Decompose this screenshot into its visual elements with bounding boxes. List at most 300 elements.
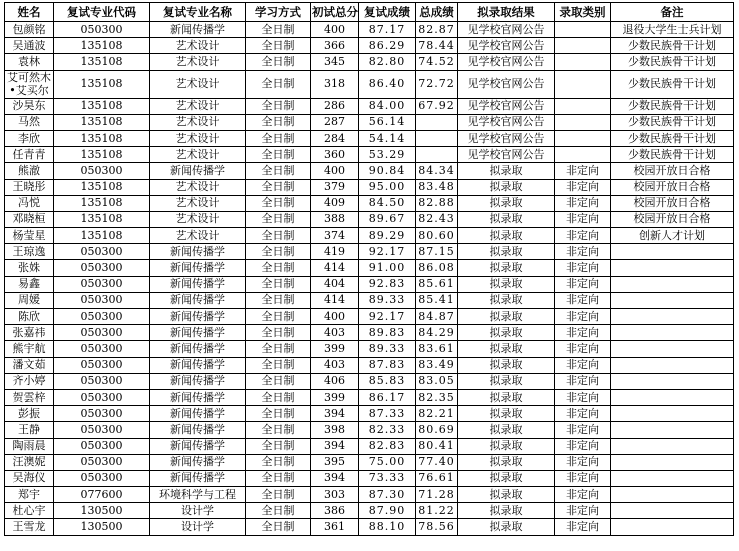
cell-name: 张姝	[5, 260, 54, 276]
cell-study-mode: 全日制	[246, 309, 311, 325]
cell-remark: 少数民族骨干计划	[611, 98, 734, 114]
cell-name: 易鑫	[5, 276, 54, 292]
header-name: 姓名	[5, 3, 54, 22]
cell-name: 王晓彤	[5, 179, 54, 195]
cell-name: 王雪龙	[5, 519, 54, 535]
table-row	[5, 114, 734, 130]
cell-initial-score: 403	[311, 357, 359, 373]
cell-study-mode: 全日制	[246, 373, 311, 389]
cell-major-name: 新闻传播学	[150, 276, 246, 292]
cell-retest-score: 89.29	[359, 228, 416, 244]
cell-retest-score: 89.33	[359, 341, 416, 357]
cell-admission-result: 见学校官网公告	[458, 70, 555, 98]
cell-study-mode: 全日制	[246, 163, 311, 179]
cell-study-mode: 全日制	[246, 503, 311, 519]
table-row	[5, 357, 734, 373]
table-row	[5, 373, 734, 389]
cell-total-score: 83.49	[416, 357, 458, 373]
cell-name: 潘文茹	[5, 357, 54, 373]
header-study-mode: 学习方式	[246, 3, 311, 22]
cell-retest-score: 86.40	[359, 70, 416, 98]
cell-retest-score: 87.33	[359, 406, 416, 422]
cell-major-name: 新闻传播学	[150, 309, 246, 325]
cell-admission-result: 拟录取	[458, 325, 555, 341]
cell-remark: 少数民族骨干计划	[611, 147, 734, 163]
cell-name: 熊澈	[5, 163, 54, 179]
admission-table	[4, 2, 734, 536]
cell-study-mode: 全日制	[246, 38, 311, 54]
cell-major-name: 艺术设计	[150, 38, 246, 54]
cell-admission-result: 见学校官网公告	[458, 130, 555, 146]
cell-retest-score: 92.17	[359, 244, 416, 260]
cell-retest-score: 89.67	[359, 211, 416, 227]
cell-major-name: 艺术设计	[150, 147, 246, 163]
cell-initial-score: 394	[311, 406, 359, 422]
cell-name: 陈欣	[5, 309, 54, 325]
cell-major-code: 135108	[54, 211, 150, 227]
cell-remark	[611, 519, 734, 535]
table-body	[5, 22, 734, 536]
cell-major-code: 050300	[54, 292, 150, 308]
cell-study-mode: 全日制	[246, 22, 311, 38]
cell-major-name: 新闻传播学	[150, 389, 246, 405]
cell-major-name: 新闻传播学	[150, 260, 246, 276]
cell-study-mode: 全日制	[246, 179, 311, 195]
cell-total-score: 87.15	[416, 244, 458, 260]
cell-study-mode: 全日制	[246, 147, 311, 163]
cell-admission-result: 见学校官网公告	[458, 147, 555, 163]
cell-initial-score: 406	[311, 373, 359, 389]
cell-remark: 少数民族骨干计划	[611, 54, 734, 70]
cell-major-name: 新闻传播学	[150, 406, 246, 422]
cell-admission-type	[555, 38, 611, 54]
cell-total-score: 80.60	[416, 228, 458, 244]
cell-retest-score: 85.83	[359, 373, 416, 389]
cell-major-code: 135108	[54, 70, 150, 98]
cell-admission-result: 拟录取	[458, 260, 555, 276]
cell-major-name: 艺术设计	[150, 211, 246, 227]
cell-retest-score: 86.17	[359, 389, 416, 405]
table-row	[5, 422, 734, 438]
table-row	[5, 470, 734, 486]
cell-retest-score: 54.14	[359, 130, 416, 146]
cell-remark	[611, 373, 734, 389]
table-row	[5, 438, 734, 454]
cell-major-code: 050300	[54, 454, 150, 470]
cell-major-code: 135108	[54, 147, 150, 163]
cell-study-mode: 全日制	[246, 454, 311, 470]
cell-admission-result: 拟录取	[458, 503, 555, 519]
cell-major-name: 新闻传播学	[150, 341, 246, 357]
cell-admission-result: 拟录取	[458, 389, 555, 405]
cell-total-score: 84.87	[416, 309, 458, 325]
cell-admission-type: 非定向	[555, 195, 611, 211]
cell-initial-score: 386	[311, 503, 359, 519]
table-header	[5, 3, 734, 22]
table-row	[5, 309, 734, 325]
cell-admission-type: 非定向	[555, 325, 611, 341]
cell-major-code: 135108	[54, 98, 150, 114]
cell-major-code: 050300	[54, 406, 150, 422]
cell-total-score: 80.41	[416, 438, 458, 454]
admission-sheet	[4, 2, 733, 536]
cell-initial-score: 394	[311, 470, 359, 486]
cell-total-score: 76.61	[416, 470, 458, 486]
cell-initial-score: 379	[311, 179, 359, 195]
cell-major-name: 艺术设计	[150, 54, 246, 70]
cell-name: 沙昊东	[5, 98, 54, 114]
cell-major-code: 050300	[54, 163, 150, 179]
cell-study-mode: 全日制	[246, 211, 311, 227]
cell-remark: 少数民族骨干计划	[611, 130, 734, 146]
cell-admission-result: 拟录取	[458, 406, 555, 422]
cell-name: 艾可然木•艾买尔	[5, 70, 54, 98]
cell-admission-type	[555, 70, 611, 98]
cell-study-mode: 全日制	[246, 292, 311, 308]
table-row	[5, 260, 734, 276]
cell-major-code: 050300	[54, 438, 150, 454]
cell-initial-score: 374	[311, 228, 359, 244]
header-admission-result: 拟录取结果	[458, 3, 555, 22]
cell-study-mode: 全日制	[246, 114, 311, 130]
table-row	[5, 54, 734, 70]
cell-admission-result: 拟录取	[458, 519, 555, 535]
cell-major-name: 艺术设计	[150, 130, 246, 146]
cell-major-name: 设计学	[150, 503, 246, 519]
cell-remark	[611, 309, 734, 325]
cell-initial-score: 361	[311, 519, 359, 535]
cell-study-mode: 全日制	[246, 438, 311, 454]
cell-initial-score: 419	[311, 244, 359, 260]
cell-major-name: 新闻传播学	[150, 325, 246, 341]
cell-admission-result: 拟录取	[458, 163, 555, 179]
cell-admission-result: 拟录取	[458, 309, 555, 325]
cell-retest-score: 91.00	[359, 260, 416, 276]
cell-total-score: 84.34	[416, 163, 458, 179]
cell-major-name: 新闻传播学	[150, 244, 246, 260]
cell-initial-score: 399	[311, 341, 359, 357]
cell-name: 任青青	[5, 147, 54, 163]
cell-admission-type	[555, 114, 611, 130]
cell-remark: 校园开放日合格	[611, 195, 734, 211]
cell-initial-score: 414	[311, 260, 359, 276]
cell-initial-score: 400	[311, 163, 359, 179]
cell-total-score: 83.61	[416, 341, 458, 357]
cell-total-score: 85.61	[416, 276, 458, 292]
cell-admission-type: 非定向	[555, 357, 611, 373]
cell-admission-result: 拟录取	[458, 487, 555, 503]
table-row	[5, 130, 734, 146]
table-row	[5, 503, 734, 519]
cell-admission-type: 非定向	[555, 470, 611, 486]
cell-total-score: 81.22	[416, 503, 458, 519]
cell-major-name: 设计学	[150, 519, 246, 535]
cell-retest-score: 87.90	[359, 503, 416, 519]
cell-admission-result: 拟录取	[458, 292, 555, 308]
cell-admission-type: 非定向	[555, 341, 611, 357]
cell-name: 郑宇	[5, 487, 54, 503]
cell-admission-type: 非定向	[555, 211, 611, 227]
cell-initial-score: 284	[311, 130, 359, 146]
cell-retest-score: 89.83	[359, 325, 416, 341]
cell-admission-type: 非定向	[555, 276, 611, 292]
cell-study-mode: 全日制	[246, 130, 311, 146]
table-row	[5, 228, 734, 244]
cell-major-code: 135108	[54, 130, 150, 146]
cell-retest-score: 92.17	[359, 309, 416, 325]
cell-admission-type: 非定向	[555, 438, 611, 454]
cell-name: 贺雲梓	[5, 389, 54, 405]
table-row	[5, 341, 734, 357]
cell-study-mode: 全日制	[246, 260, 311, 276]
header-remark: 备注	[611, 3, 734, 22]
cell-remark: 校园开放日合格	[611, 211, 734, 227]
cell-major-code: 050300	[54, 470, 150, 486]
cell-retest-score: 53.29	[359, 147, 416, 163]
table-row	[5, 487, 734, 503]
header-admission-type: 录取类别	[555, 3, 611, 22]
cell-name: 冯悦	[5, 195, 54, 211]
cell-major-name: 新闻传播学	[150, 292, 246, 308]
cell-name: 王静	[5, 422, 54, 438]
table-row	[5, 195, 734, 211]
cell-study-mode: 全日制	[246, 244, 311, 260]
cell-major-code: 135108	[54, 228, 150, 244]
cell-admission-type	[555, 98, 611, 114]
cell-initial-score: 400	[311, 309, 359, 325]
cell-admission-type: 非定向	[555, 503, 611, 519]
cell-admission-result: 拟录取	[458, 276, 555, 292]
cell-admission-type: 非定向	[555, 228, 611, 244]
cell-retest-score: 88.10	[359, 519, 416, 535]
cell-major-name: 新闻传播学	[150, 373, 246, 389]
cell-major-name: 艺术设计	[150, 70, 246, 98]
cell-name: 王琼逸	[5, 244, 54, 260]
cell-study-mode: 全日制	[246, 195, 311, 211]
cell-name: 李欣	[5, 130, 54, 146]
cell-total-score: 78.56	[416, 519, 458, 535]
cell-retest-score: 84.00	[359, 98, 416, 114]
cell-admission-result: 见学校官网公告	[458, 38, 555, 54]
cell-study-mode: 全日制	[246, 98, 311, 114]
cell-initial-score: 360	[311, 147, 359, 163]
cell-major-code: 050300	[54, 325, 150, 341]
cell-major-code: 050300	[54, 373, 150, 389]
cell-remark: 少数民族骨干计划	[611, 38, 734, 54]
cell-total-score	[416, 114, 458, 130]
cell-admission-type: 非定向	[555, 519, 611, 535]
cell-major-code: 050300	[54, 276, 150, 292]
cell-major-code: 130500	[54, 519, 150, 535]
cell-total-score: 84.29	[416, 325, 458, 341]
cell-major-name: 新闻传播学	[150, 438, 246, 454]
cell-retest-score: 75.00	[359, 454, 416, 470]
cell-total-score: 86.08	[416, 260, 458, 276]
cell-admission-type: 非定向	[555, 163, 611, 179]
cell-total-score: 82.43	[416, 211, 458, 227]
cell-name: 熊宇航	[5, 341, 54, 357]
cell-admission-type	[555, 22, 611, 38]
cell-major-code: 050300	[54, 22, 150, 38]
cell-admission-result: 见学校官网公告	[458, 54, 555, 70]
cell-major-code: 135108	[54, 179, 150, 195]
cell-major-code: 050300	[54, 422, 150, 438]
cell-initial-score: 398	[311, 422, 359, 438]
table-row	[5, 179, 734, 195]
header-total-score: 总成绩	[416, 3, 458, 22]
cell-total-score: 71.28	[416, 487, 458, 503]
cell-name: 马然	[5, 114, 54, 130]
cell-total-score	[416, 147, 458, 163]
cell-remark: 校园开放日合格	[611, 163, 734, 179]
cell-major-code: 077600	[54, 487, 150, 503]
cell-study-mode: 全日制	[246, 70, 311, 98]
cell-retest-score: 87.83	[359, 357, 416, 373]
cell-total-score: 83.05	[416, 373, 458, 389]
cell-admission-result: 拟录取	[458, 373, 555, 389]
cell-initial-score: 395	[311, 454, 359, 470]
cell-study-mode: 全日制	[246, 519, 311, 535]
cell-retest-score: 87.30	[359, 487, 416, 503]
header-initial-score: 初试总分	[311, 3, 359, 22]
cell-retest-score: 82.80	[359, 54, 416, 70]
cell-name: 邓晓桓	[5, 211, 54, 227]
table-row	[5, 22, 734, 38]
cell-remark	[611, 341, 734, 357]
table-row	[5, 406, 734, 422]
cell-remark	[611, 503, 734, 519]
cell-initial-score: 404	[311, 276, 359, 292]
cell-total-score: 74.52	[416, 54, 458, 70]
table-row	[5, 244, 734, 260]
cell-admission-type: 非定向	[555, 454, 611, 470]
cell-initial-score: 366	[311, 38, 359, 54]
cell-retest-score: 73.33	[359, 470, 416, 486]
cell-retest-score: 82.33	[359, 422, 416, 438]
cell-retest-score: 90.84	[359, 163, 416, 179]
cell-initial-score: 394	[311, 438, 359, 454]
cell-remark: 少数民族骨干计划	[611, 70, 734, 98]
cell-admission-result: 拟录取	[458, 357, 555, 373]
cell-admission-type: 非定向	[555, 373, 611, 389]
cell-initial-score: 303	[311, 487, 359, 503]
cell-study-mode: 全日制	[246, 389, 311, 405]
cell-admission-type: 非定向	[555, 244, 611, 260]
cell-major-name: 新闻传播学	[150, 357, 246, 373]
cell-admission-result: 拟录取	[458, 244, 555, 260]
cell-admission-type: 非定向	[555, 292, 611, 308]
cell-remark: 少数民族骨干计划	[611, 114, 734, 130]
cell-name: 汪澳妮	[5, 454, 54, 470]
cell-remark	[611, 357, 734, 373]
table-row	[5, 325, 734, 341]
cell-major-name: 艺术设计	[150, 195, 246, 211]
cell-retest-score: 84.50	[359, 195, 416, 211]
cell-admission-result: 拟录取	[458, 422, 555, 438]
cell-study-mode: 全日制	[246, 325, 311, 341]
cell-total-score: 67.92	[416, 98, 458, 114]
cell-admission-result: 拟录取	[458, 454, 555, 470]
cell-admission-result: 拟录取	[458, 228, 555, 244]
cell-study-mode: 全日制	[246, 228, 311, 244]
cell-remark: 创新人才计划	[611, 228, 734, 244]
cell-major-name: 新闻传播学	[150, 22, 246, 38]
cell-retest-score: 92.83	[359, 276, 416, 292]
cell-retest-score: 82.83	[359, 438, 416, 454]
cell-total-score: 82.35	[416, 389, 458, 405]
cell-admission-type: 非定向	[555, 309, 611, 325]
cell-remark	[611, 292, 734, 308]
cell-study-mode: 全日制	[246, 54, 311, 70]
cell-admission-result: 拟录取	[458, 341, 555, 357]
cell-study-mode: 全日制	[246, 341, 311, 357]
cell-major-name: 新闻传播学	[150, 470, 246, 486]
table-row	[5, 519, 734, 535]
cell-retest-score: 86.29	[359, 38, 416, 54]
cell-major-code: 050300	[54, 341, 150, 357]
cell-initial-score: 388	[311, 211, 359, 227]
cell-name: 吴海仪	[5, 470, 54, 486]
header-major-name: 复试专业名称	[150, 3, 246, 22]
cell-admission-type: 非定向	[555, 260, 611, 276]
cell-major-name: 环境科学与工程	[150, 487, 246, 503]
cell-initial-score: 409	[311, 195, 359, 211]
cell-major-code: 135108	[54, 114, 150, 130]
cell-retest-score: 95.00	[359, 179, 416, 195]
cell-admission-type: 非定向	[555, 179, 611, 195]
table-row	[5, 292, 734, 308]
cell-total-score: 83.48	[416, 179, 458, 195]
cell-name: 陶雨晨	[5, 438, 54, 454]
cell-major-code: 135108	[54, 54, 150, 70]
cell-remark	[611, 389, 734, 405]
cell-initial-score: 318	[311, 70, 359, 98]
cell-remark	[611, 244, 734, 260]
cell-initial-score: 286	[311, 98, 359, 114]
table-row	[5, 454, 734, 470]
cell-remark: 校园开放日合格	[611, 179, 734, 195]
cell-initial-score: 287	[311, 114, 359, 130]
cell-name: 齐小婷	[5, 373, 54, 389]
cell-major-name: 艺术设计	[150, 228, 246, 244]
cell-initial-score: 414	[311, 292, 359, 308]
cell-major-name: 新闻传播学	[150, 422, 246, 438]
cell-remark	[611, 487, 734, 503]
cell-major-name: 新闻传播学	[150, 454, 246, 470]
cell-initial-score: 400	[311, 22, 359, 38]
cell-remark	[611, 438, 734, 454]
cell-admission-result: 见学校官网公告	[458, 22, 555, 38]
cell-remark	[611, 422, 734, 438]
cell-major-code: 050300	[54, 309, 150, 325]
cell-total-score: 78.44	[416, 38, 458, 54]
cell-retest-score: 89.33	[359, 292, 416, 308]
cell-study-mode: 全日制	[246, 487, 311, 503]
table-row	[5, 38, 734, 54]
cell-remark	[611, 406, 734, 422]
cell-total-score: 82.88	[416, 195, 458, 211]
cell-retest-score: 56.14	[359, 114, 416, 130]
cell-remark	[611, 260, 734, 276]
cell-initial-score: 399	[311, 389, 359, 405]
cell-retest-score: 87.17	[359, 22, 416, 38]
cell-remark	[611, 470, 734, 486]
cell-admission-result: 拟录取	[458, 179, 555, 195]
table-row	[5, 163, 734, 179]
cell-admission-result: 见学校官网公告	[458, 98, 555, 114]
cell-major-name: 艺术设计	[150, 179, 246, 195]
cell-remark	[611, 276, 734, 292]
